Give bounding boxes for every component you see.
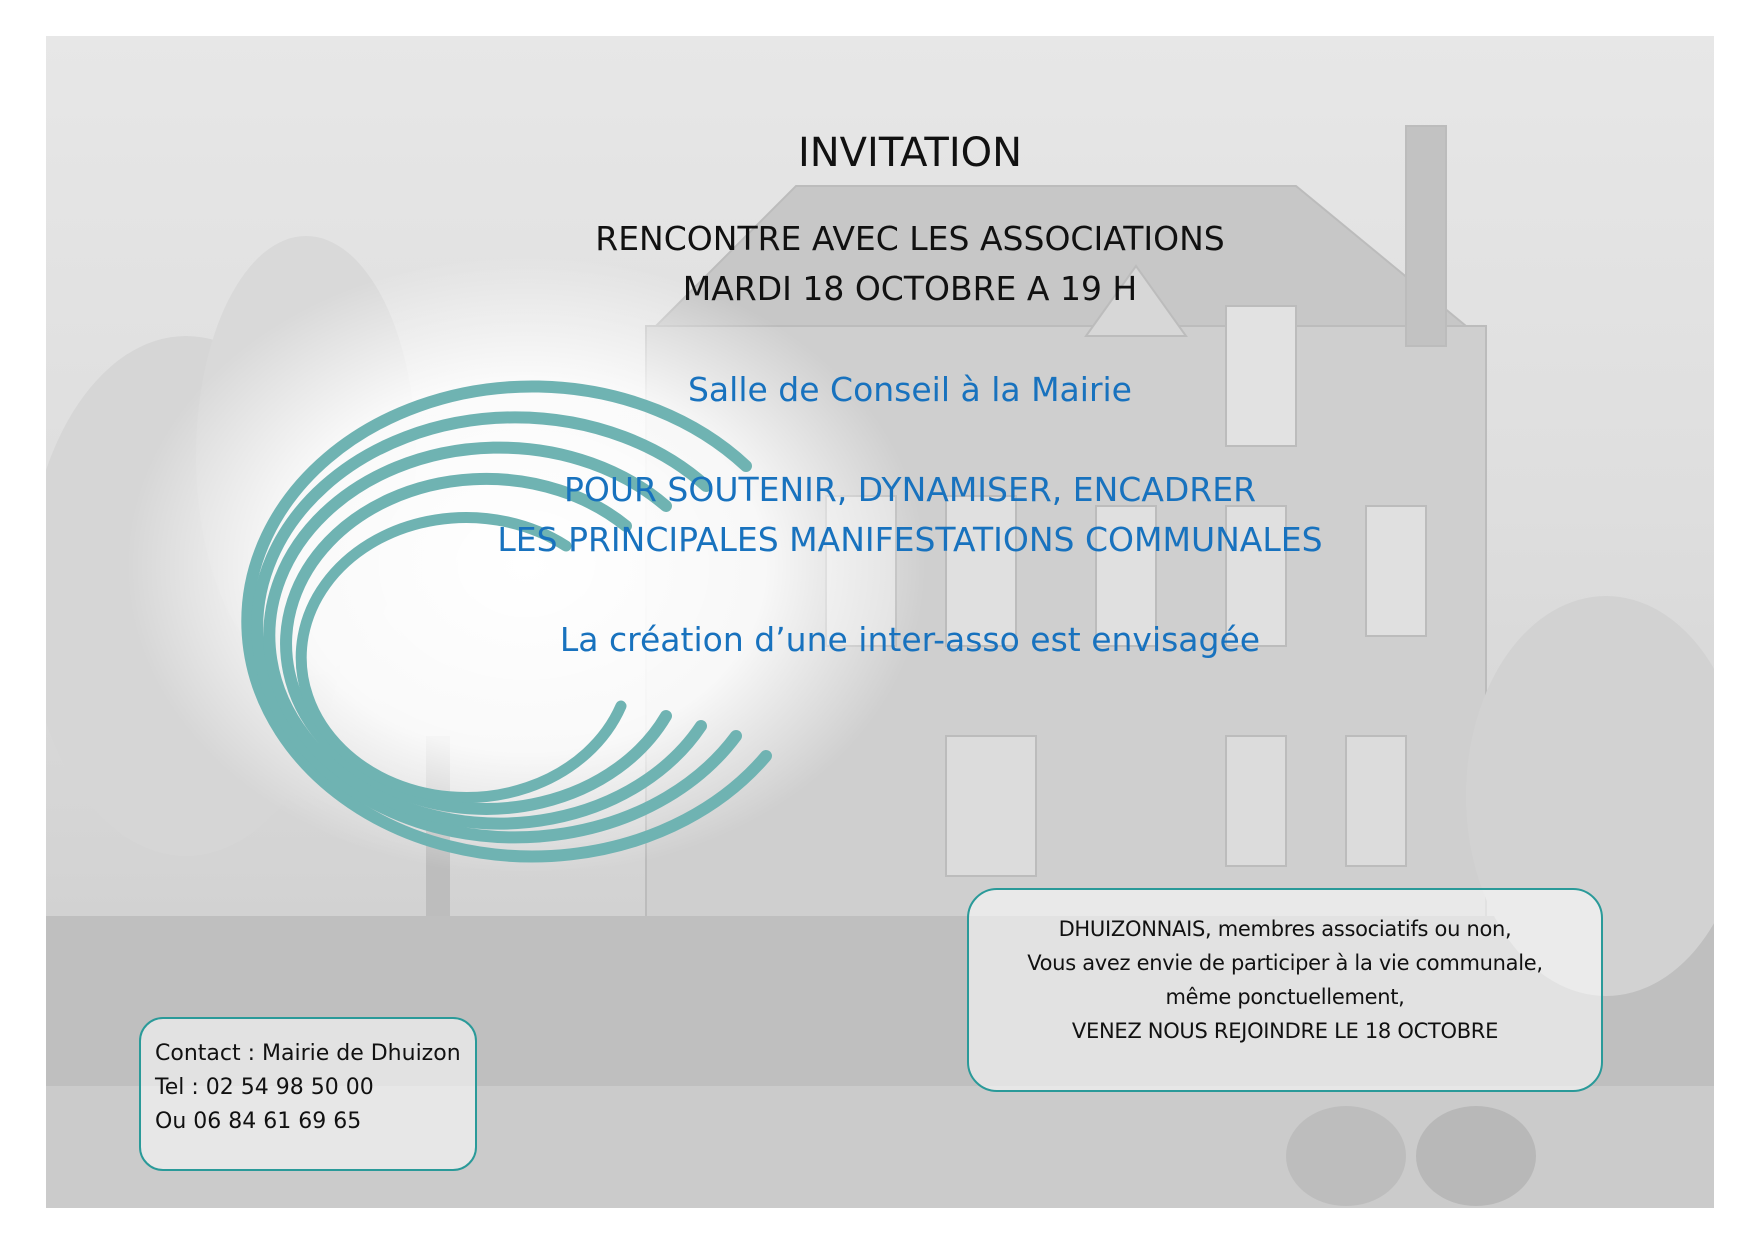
contact-phone: Tel : 02 54 98 50 00 xyxy=(155,1075,374,1100)
callout-line: Vous avez envie de participer à la vie communale, xyxy=(1027,951,1543,975)
invitation-title: INVITATION xyxy=(797,130,1023,176)
contact-mobile: Ou 06 84 61 69 65 xyxy=(155,1109,362,1134)
callout-line: DHUIZONNAIS, membres associatifs ou non, xyxy=(1058,917,1512,941)
contact-box xyxy=(139,1017,477,1171)
call-to-action-box xyxy=(967,888,1603,1092)
event-heading: RENCONTRE AVEC LES ASSOCIATIONS xyxy=(595,219,1225,258)
inter-asso-note: La création d’une inter-asso est envisagée xyxy=(559,620,1261,659)
callout-line: VENEZ NOUS REJOINDRE LE 18 OCTOBRE xyxy=(1071,1019,1499,1043)
event-date: MARDI 18 OCTOBRE A 19 H xyxy=(682,269,1138,308)
purpose-line-1: POUR SOUTENIR, DYNAMISER, ENCADRER xyxy=(563,470,1257,509)
callout-line: même ponctuellement, xyxy=(1165,985,1405,1009)
purpose-line-2: LES PRINCIPALES MANIFESTATIONS COMMUNALES xyxy=(497,520,1323,559)
event-venue: Salle de Conseil à la Mairie xyxy=(687,370,1132,409)
contact-name: Contact : Mairie de Dhuizon xyxy=(155,1041,461,1066)
